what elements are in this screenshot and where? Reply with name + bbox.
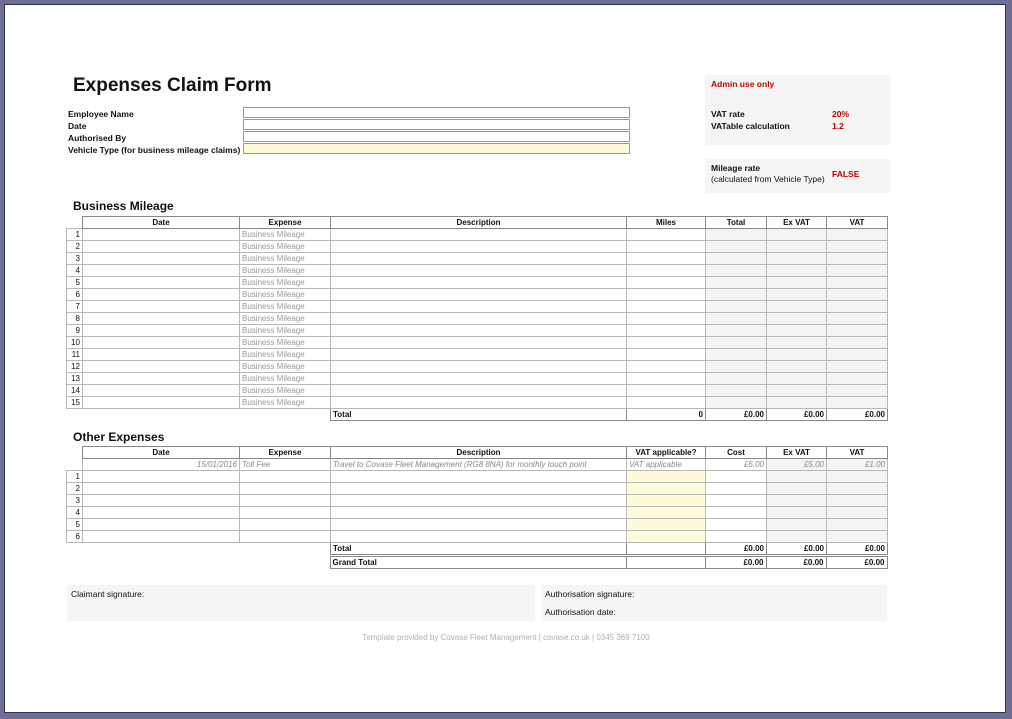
- table-row: [67, 483, 888, 495]
- header-spacer: [67, 217, 83, 229]
- total-spacer: [240, 543, 331, 555]
- cost-cell[interactable]: [706, 507, 767, 519]
- total-cell: [706, 337, 767, 349]
- grand-total-row: [66, 557, 887, 569]
- ex-vat-cell: [767, 471, 827, 483]
- description-cell[interactable]: [331, 397, 627, 409]
- ex-vat-cell: [767, 531, 827, 543]
- other-total-vat: £0.00: [827, 543, 888, 555]
- expense-cell: Business Mileage: [240, 349, 331, 361]
- row-number: 10: [67, 337, 83, 349]
- footer-credit: Template provided by Covase Fleet Management | covase.co.uk | 0345 369 7100: [362, 633, 650, 642]
- row-number: 1: [67, 229, 83, 241]
- mileage-rate-value: FALSE: [832, 169, 860, 179]
- claimant-signature-label: Claimant signature:: [71, 589, 145, 599]
- expense-cell: Business Mileage: [240, 397, 331, 409]
- example-vat: £1.00: [827, 459, 888, 471]
- vatable-label: VATable calculation: [711, 121, 790, 131]
- total-cell: [706, 385, 767, 397]
- col-header-expense: Expense: [240, 447, 331, 459]
- row-number: 2: [67, 483, 83, 495]
- miles-cell[interactable]: [627, 313, 706, 325]
- row-number: 2: [67, 241, 83, 253]
- date-cell[interactable]: [83, 483, 240, 495]
- grand-total-blank: [626, 557, 705, 569]
- row-number: 3: [67, 495, 83, 507]
- table-row: [67, 495, 888, 507]
- description-cell[interactable]: [331, 385, 627, 397]
- vat-cell: [827, 349, 888, 361]
- ex-vat-cell: [767, 241, 827, 253]
- miles-cell[interactable]: [627, 397, 706, 409]
- ex-vat-cell: [767, 325, 827, 337]
- other-header-row: [67, 447, 888, 459]
- row-number: 8: [67, 313, 83, 325]
- date-label: Date: [68, 121, 87, 131]
- table-row: [67, 241, 888, 253]
- total-cell: [706, 229, 767, 241]
- ex-vat-cell: [767, 301, 827, 313]
- date-cell[interactable]: [83, 507, 240, 519]
- vat-applicable-cell[interactable]: [627, 531, 706, 543]
- other-total-row: [67, 543, 888, 555]
- expense-cell[interactable]: [240, 507, 331, 519]
- total-spacer: [83, 543, 240, 555]
- vat-cell: [827, 397, 888, 409]
- date-cell[interactable]: [83, 337, 240, 349]
- expense-cell: Business Mileage: [240, 265, 331, 277]
- grand-spacer: [66, 557, 82, 569]
- table-row: [67, 471, 888, 483]
- miles-cell[interactable]: [627, 265, 706, 277]
- description-cell[interactable]: [331, 349, 627, 361]
- ex-vat-cell: [767, 289, 827, 301]
- row-number: 13: [67, 373, 83, 385]
- total-cell: [706, 277, 767, 289]
- description-cell[interactable]: [331, 519, 627, 531]
- date-cell[interactable]: [83, 325, 240, 337]
- page-title: Expenses Claim Form: [73, 75, 272, 96]
- description-cell[interactable]: [331, 507, 627, 519]
- col-header-ex-vat: Ex VAT: [767, 447, 827, 459]
- vat-cell: [827, 325, 888, 337]
- admin-heading: Admin use only: [711, 79, 775, 89]
- date-cell[interactable]: [83, 495, 240, 507]
- date-cell[interactable]: [83, 397, 240, 409]
- vat-cell: [827, 531, 888, 543]
- ex-vat-cell: [767, 253, 827, 265]
- description-cell[interactable]: [331, 301, 627, 313]
- table-row: [67, 349, 888, 361]
- col-header-total: Total: [706, 217, 767, 229]
- miles-cell[interactable]: [627, 289, 706, 301]
- table-row: [67, 253, 888, 265]
- date-cell[interactable]: [83, 277, 240, 289]
- total-cell: [706, 349, 767, 361]
- mileage-total-vat: £0.00: [827, 409, 888, 421]
- cost-cell[interactable]: [706, 483, 767, 495]
- vat-cell: [827, 385, 888, 397]
- expense-cell[interactable]: [240, 531, 331, 543]
- table-row: [67, 265, 888, 277]
- mileage-total-total: £0.00: [706, 409, 767, 421]
- total-spacer: [240, 409, 331, 421]
- cost-cell[interactable]: [706, 531, 767, 543]
- table-row: [67, 289, 888, 301]
- grand-total-vat: £0.00: [826, 557, 887, 569]
- mileage-total-ex-vat: £0.00: [767, 409, 827, 421]
- miles-cell[interactable]: [627, 229, 706, 241]
- row-number: 15: [67, 397, 83, 409]
- date-cell[interactable]: [83, 361, 240, 373]
- miles-cell[interactable]: [627, 253, 706, 265]
- employee-name-field[interactable]: [243, 107, 630, 118]
- date-cell[interactable]: [83, 531, 240, 543]
- description-cell[interactable]: [331, 253, 627, 265]
- date-cell[interactable]: [83, 349, 240, 361]
- date-cell[interactable]: [83, 313, 240, 325]
- date-cell[interactable]: [83, 519, 240, 531]
- ex-vat-cell: [767, 483, 827, 495]
- expense-cell: Business Mileage: [240, 289, 331, 301]
- vat-cell: [827, 301, 888, 313]
- ex-vat-cell: [767, 265, 827, 277]
- authorised-by-label: Authorised By: [68, 133, 127, 143]
- other-expenses-table: [66, 446, 888, 555]
- expense-cell: Business Mileage: [240, 277, 331, 289]
- example-description: Travel to Covase Fleet Management (RG8 8NA) for monthly touch point: [331, 459, 627, 471]
- row-number: 6: [67, 289, 83, 301]
- vat-applicable-cell[interactable]: [627, 507, 706, 519]
- expense-cell: Business Mileage: [240, 361, 331, 373]
- ex-vat-cell: [767, 313, 827, 325]
- description-cell[interactable]: [331, 361, 627, 373]
- table-row: [67, 313, 888, 325]
- other-total-label: Total: [331, 543, 627, 555]
- ex-vat-cell: [767, 495, 827, 507]
- miles-cell[interactable]: [627, 337, 706, 349]
- vat-applicable-cell[interactable]: [627, 471, 706, 483]
- description-cell[interactable]: [331, 337, 627, 349]
- mileage-rate-panel: [705, 159, 891, 193]
- total-cell: [706, 373, 767, 385]
- table-row: [67, 385, 888, 397]
- expense-cell: Business Mileage: [240, 253, 331, 265]
- example-row: [67, 459, 888, 471]
- description-cell[interactable]: [331, 265, 627, 277]
- description-cell[interactable]: [331, 483, 627, 495]
- mileage-header-row: [67, 217, 888, 229]
- employee-name-label: Employee Name: [68, 109, 134, 119]
- expense-cell: Business Mileage: [240, 229, 331, 241]
- col-header-date: Date: [83, 217, 240, 229]
- date-cell[interactable]: [83, 471, 240, 483]
- authorisation-signature-label: Authorisation signature:: [545, 589, 635, 599]
- expense-cell[interactable]: [240, 495, 331, 507]
- row-number: 7: [67, 301, 83, 313]
- total-cell: [706, 301, 767, 313]
- claimant-signature-box[interactable]: [67, 585, 535, 621]
- vehicle-type-label: Vehicle Type (for business mileage claims): [68, 145, 241, 155]
- table-row: [67, 301, 888, 313]
- table-row: [67, 507, 888, 519]
- expense-cell[interactable]: [240, 471, 331, 483]
- row-number: 14: [67, 385, 83, 397]
- cost-cell[interactable]: [706, 495, 767, 507]
- page: [4, 4, 1006, 713]
- date-cell[interactable]: [83, 385, 240, 397]
- col-header-vat-applicable: VAT applicable?: [627, 447, 706, 459]
- total-cell: [706, 313, 767, 325]
- admin-panel: [705, 75, 891, 145]
- description-cell[interactable]: [331, 313, 627, 325]
- grand-total-cost: £0.00: [705, 557, 766, 569]
- cost-cell[interactable]: [706, 471, 767, 483]
- col-header-ex-vat: Ex VAT: [767, 217, 827, 229]
- business-mileage-title: Business Mileage: [73, 199, 174, 213]
- vat-cell: [827, 277, 888, 289]
- date-cell[interactable]: [83, 289, 240, 301]
- table-row: [67, 277, 888, 289]
- row-number: 11: [67, 349, 83, 361]
- row-number: 4: [67, 507, 83, 519]
- other-total-blank: [627, 543, 706, 555]
- grand-total-ex-vat: £0.00: [766, 557, 826, 569]
- table-row: [67, 361, 888, 373]
- expense-cell: Business Mileage: [240, 337, 331, 349]
- row-number: 6: [67, 531, 83, 543]
- vat-cell: [827, 495, 888, 507]
- ex-vat-cell: [767, 229, 827, 241]
- col-header-cost: Cost: [706, 447, 767, 459]
- vatable-value: 1.2: [832, 121, 844, 131]
- vat-cell: [827, 229, 888, 241]
- col-header-description: Description: [331, 447, 627, 459]
- total-cell: [706, 289, 767, 301]
- miles-cell[interactable]: [627, 241, 706, 253]
- vat-cell: [827, 337, 888, 349]
- vat-rate-value: 20%: [832, 109, 850, 119]
- total-cell: [706, 325, 767, 337]
- col-header-date: Date: [83, 447, 240, 459]
- mileage-total-row: [67, 409, 888, 421]
- vat-cell: [827, 519, 888, 531]
- expense-cell[interactable]: [240, 483, 331, 495]
- description-cell[interactable]: [331, 229, 627, 241]
- mileage-rate-label: Mileage rate: [711, 163, 761, 173]
- mileage-total-miles: 0: [627, 409, 706, 421]
- description-cell[interactable]: [331, 241, 627, 253]
- table-row: [67, 337, 888, 349]
- miles-cell[interactable]: [627, 361, 706, 373]
- miles-cell[interactable]: [627, 301, 706, 313]
- expense-cell: Business Mileage: [240, 313, 331, 325]
- vat-cell: [827, 289, 888, 301]
- grand-spacer: [82, 557, 239, 569]
- date-cell[interactable]: [83, 265, 240, 277]
- expense-cell[interactable]: [240, 519, 331, 531]
- mileage-total-label: Total: [331, 409, 627, 421]
- miles-cell[interactable]: [627, 325, 706, 337]
- date-cell[interactable]: [83, 241, 240, 253]
- cost-cell[interactable]: [706, 519, 767, 531]
- miles-cell[interactable]: [627, 385, 706, 397]
- total-cell: [706, 241, 767, 253]
- ex-vat-cell: [767, 373, 827, 385]
- miles-cell[interactable]: [627, 373, 706, 385]
- example-vat-applicable: VAT applicable: [627, 459, 706, 471]
- total-cell: [706, 265, 767, 277]
- table-row: [67, 325, 888, 337]
- col-header-vat: VAT: [827, 217, 888, 229]
- table-row: [67, 229, 888, 241]
- ex-vat-cell: [767, 519, 827, 531]
- ex-vat-cell: [767, 361, 827, 373]
- col-header-expense: Expense: [240, 217, 331, 229]
- vat-cell: [827, 373, 888, 385]
- example-date: 15/01/2016: [83, 459, 240, 471]
- vat-cell: [827, 483, 888, 495]
- description-cell[interactable]: [331, 471, 627, 483]
- description-cell[interactable]: [331, 373, 627, 385]
- other-total-ex-vat: £0.00: [767, 543, 827, 555]
- vat-cell: [827, 241, 888, 253]
- ex-vat-cell: [767, 507, 827, 519]
- row-number: 5: [67, 519, 83, 531]
- vat-cell: [827, 313, 888, 325]
- ex-vat-cell: [767, 397, 827, 409]
- table-row: [67, 373, 888, 385]
- vat-cell: [827, 471, 888, 483]
- miles-cell[interactable]: [627, 277, 706, 289]
- expense-cell: Business Mileage: [240, 373, 331, 385]
- row-number: 3: [67, 253, 83, 265]
- total-spacer: [67, 409, 83, 421]
- table-row: [67, 519, 888, 531]
- example-cost: £6.00: [706, 459, 767, 471]
- row-number: 12: [67, 361, 83, 373]
- col-header-description: Description: [331, 217, 627, 229]
- vat-rate-label: VAT rate: [711, 109, 745, 119]
- table-row: [67, 397, 888, 409]
- vat-cell: [827, 253, 888, 265]
- row-number: 4: [67, 265, 83, 277]
- grand-total-table: [66, 556, 888, 569]
- description-cell[interactable]: [331, 289, 627, 301]
- vat-cell: [827, 265, 888, 277]
- other-total-cost: £0.00: [706, 543, 767, 555]
- miles-cell[interactable]: [627, 349, 706, 361]
- vehicle-type-field[interactable]: [243, 143, 630, 154]
- description-cell[interactable]: [331, 325, 627, 337]
- vat-cell: [827, 507, 888, 519]
- col-header-miles: Miles: [627, 217, 706, 229]
- date-cell[interactable]: [83, 253, 240, 265]
- description-cell[interactable]: [331, 277, 627, 289]
- total-spacer: [83, 409, 240, 421]
- total-cell: [706, 397, 767, 409]
- ex-vat-cell: [767, 385, 827, 397]
- example-expense: Toll Fee: [240, 459, 331, 471]
- authorisation-date-label: Authorisation date:: [545, 607, 616, 617]
- expense-cell: Business Mileage: [240, 385, 331, 397]
- vat-applicable-cell[interactable]: [627, 495, 706, 507]
- ex-vat-cell: [767, 277, 827, 289]
- date-cell[interactable]: [83, 373, 240, 385]
- row-number: 9: [67, 325, 83, 337]
- vat-applicable-cell[interactable]: [627, 483, 706, 495]
- grand-total-label: Grand Total: [330, 557, 626, 569]
- authorisation-box[interactable]: [541, 585, 887, 621]
- ex-vat-cell: [767, 337, 827, 349]
- date-field[interactable]: [243, 119, 630, 130]
- col-header-vat: VAT: [827, 447, 888, 459]
- total-cell: [706, 361, 767, 373]
- row-number: 1: [67, 471, 83, 483]
- vat-applicable-cell[interactable]: [627, 519, 706, 531]
- description-cell[interactable]: [331, 495, 627, 507]
- header-spacer: [67, 447, 83, 459]
- example-ex-vat: £5.00: [767, 459, 827, 471]
- row-number: 5: [67, 277, 83, 289]
- total-cell: [706, 253, 767, 265]
- row-spacer: [67, 459, 83, 471]
- authorised-by-field[interactable]: [243, 131, 630, 142]
- ex-vat-cell: [767, 349, 827, 361]
- date-cell[interactable]: [83, 301, 240, 313]
- other-expenses-title: Other Expenses: [73, 430, 165, 444]
- expense-cell: Business Mileage: [240, 241, 331, 253]
- description-cell[interactable]: [331, 531, 627, 543]
- mileage-rate-note: (calculated from Vehicle Type): [711, 174, 825, 184]
- date-cell[interactable]: [83, 229, 240, 241]
- business-mileage-table: [66, 216, 888, 421]
- vat-cell: [827, 361, 888, 373]
- grand-spacer: [239, 557, 330, 569]
- expense-cell: Business Mileage: [240, 325, 331, 337]
- table-row: [67, 531, 888, 543]
- total-spacer: [67, 543, 83, 555]
- expense-cell: Business Mileage: [240, 301, 331, 313]
